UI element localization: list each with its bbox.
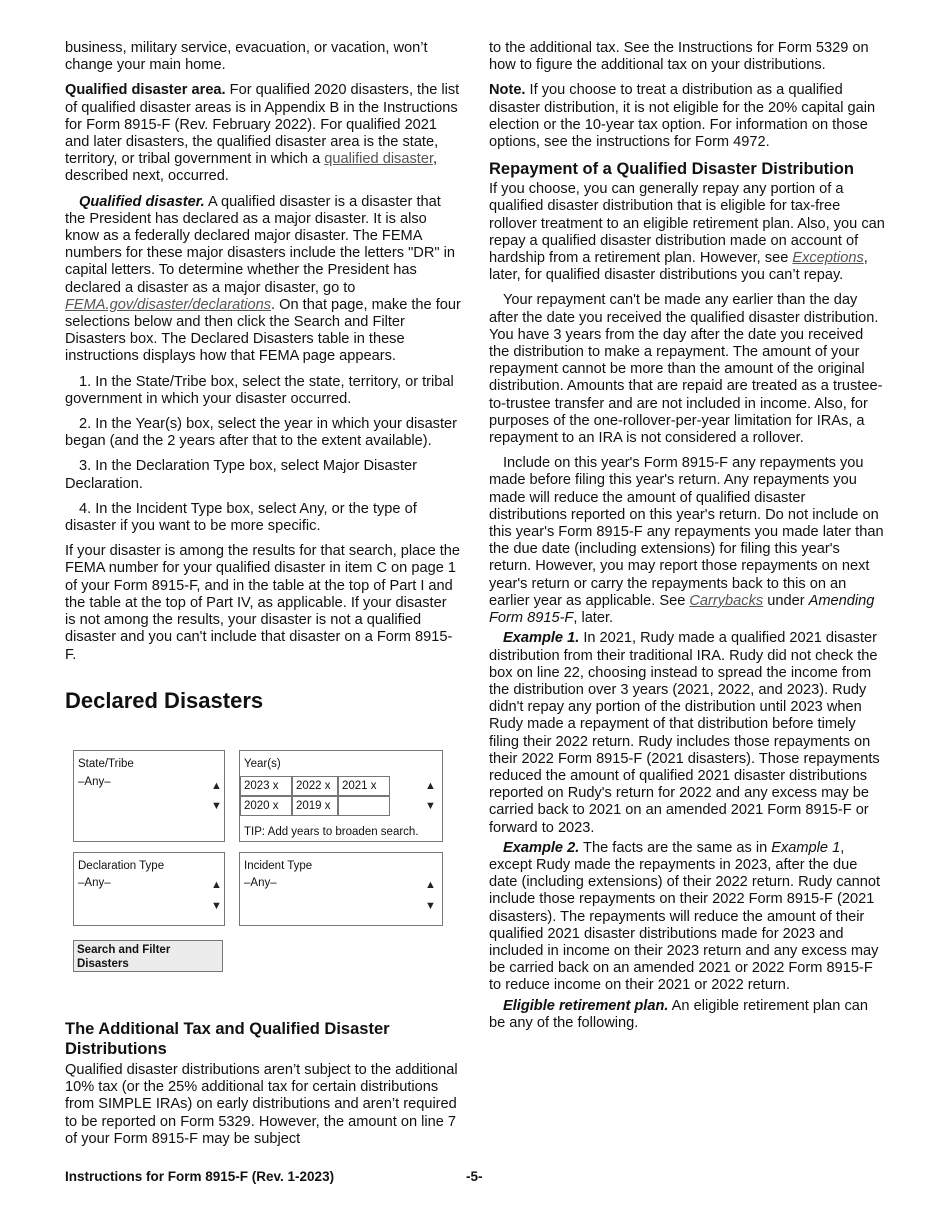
note-label: Note. bbox=[489, 82, 526, 99]
step-4: 4. In the Incident Type box, select Any, or the type of disaster if you want to be more specific. bbox=[65, 500, 417, 535]
state-tribe-box[interactable] bbox=[73, 750, 225, 842]
fema-link[interactable]: FEMA.gov/disaster/declarations bbox=[65, 296, 272, 313]
paragraph: to the additional tax. See the Instructions for Form 5329 on how to figure the additional tax on your distributions. bbox=[489, 40, 869, 74]
incident-type-box[interactable] bbox=[239, 852, 443, 926]
declaration-type-label: Declaration Type bbox=[78, 860, 165, 872]
years-tip: TIP: Add years to broaden search. bbox=[244, 826, 419, 838]
scroll-down-icon[interactable]: ▼ bbox=[211, 900, 222, 912]
scroll-down-icon[interactable]: ▼ bbox=[211, 800, 222, 812]
declared-disasters-title: Declared Disasters bbox=[65, 688, 264, 713]
year-chip[interactable]: 2019 x bbox=[292, 796, 338, 816]
years-box[interactable] bbox=[239, 750, 443, 842]
year-chip[interactable]: 2023 x bbox=[240, 776, 292, 796]
years-label: Year(s) bbox=[244, 758, 281, 770]
additional-tax-paragraph: Qualified disaster distributions aren’t subject to the additional 10% tax (or the 25% additional tax for certain distributions from SIMPLE IRAs) on early distributions and aren’t required to be reported on Form 5329. However, the amount on line 7 of your Form 8915-F may be subject bbox=[65, 1062, 458, 1147]
left-column bbox=[65, 40, 461, 672]
scroll-up-icon[interactable]: ▲ bbox=[211, 879, 222, 891]
incident-type-label: Incident Type bbox=[244, 860, 313, 872]
eligible-retirement-plan: Eligible retirement plan. An eligible retirement plan can be any of the following. bbox=[489, 997, 869, 1031]
additional-tax-heading: The Additional Tax and Qualified Disaster Distributions bbox=[65, 1020, 390, 1058]
year-empty-cell bbox=[338, 796, 390, 816]
state-tribe-label: State/Tribe bbox=[78, 758, 134, 770]
declaration-type-value: –Any– bbox=[78, 877, 111, 889]
step-2: 2. In the Year(s) box, select the year in which your disaster began (and the 2 years after that to the extent available). bbox=[65, 416, 458, 450]
year-chip[interactable]: 2022 x bbox=[292, 776, 338, 796]
term: Example 1. bbox=[503, 630, 580, 647]
step-3: 3. In the Declaration Type box, select Major Disaster Declaration. bbox=[65, 458, 417, 492]
paragraph-qualified-disaster-area: Qualified disaster area. For qualified 2020 disasters, the list of qualified disaster areas is in Appendix B in the Instructions for Form 8915-F (Rev. February 2022). For qualified 2021 and later disasters, the qualified disaster area is the state, territory, or tribal government in which a qualified disaster, described next, occurred. bbox=[65, 82, 460, 185]
scroll-down-icon[interactable]: ▼ bbox=[425, 800, 436, 812]
example-2: Example 2. The facts are the same as in Example 1, except Rudy made the repayments in 2023, after the due date (including extensions) of their 2022 return. Rudy cannot include those repayments on their 2022 Form 8915-F (2021 disasters). The repayments will reduce the amount of their qualified 2021 disaster distributions made for 2023 and included in income on their 2023 return and any excess may be carried back on an amended 2021 or 2022 Form 8915-F to reduce income on their 2021 or 2022 return. bbox=[489, 839, 881, 994]
paragraph: business, military service, evacuation, or vacation, won’t change your main home. bbox=[65, 40, 428, 74]
carrybacks-link[interactable]: Carrybacks bbox=[689, 592, 764, 609]
paragraph: Include on this year's Form 8915-F any repayments you made before filing this year's return. Any repayments you made will reduce the amount of qualified disaster distributions reported on this year's return. Do not include on this year's Form 8915-F any repayments you made later than the due date (including extensions) for filing this year's return. However, you may report those repayments on next year's return or carry the repayments back to this on an earlier year as applicable. See Carrybacks under Amending Form 8915-F, later. bbox=[489, 455, 884, 627]
exceptions-link[interactable]: Exceptions bbox=[792, 250, 864, 267]
qualified-disaster-link[interactable]: qualified disaster bbox=[324, 151, 433, 168]
state-tribe-value: –Any– bbox=[78, 776, 111, 788]
right-column bbox=[489, 40, 885, 1040]
scroll-down-icon[interactable]: ▼ bbox=[425, 900, 436, 912]
term: Qualified disaster area. bbox=[65, 82, 226, 99]
note-paragraph: Note. If you choose to treat a distribution as a qualified disaster distribution, it is not eligible for the 20% capital gain election or the 10-year tax option. For information on those options, see the instructions for Form 4972. bbox=[489, 82, 876, 151]
search-and-filter-button[interactable]: Search and Filter Disasters bbox=[73, 940, 223, 972]
term: Eligible retirement plan. bbox=[503, 997, 669, 1014]
term: Qualified disaster. bbox=[79, 193, 205, 210]
step-1: 1. In the State/Tribe box, select the state, territory, or tribal government in which your disaster occurred. bbox=[65, 373, 454, 407]
scroll-up-icon[interactable]: ▲ bbox=[425, 780, 436, 792]
scroll-up-icon[interactable]: ▲ bbox=[211, 780, 222, 792]
paragraph: If you choose, you can generally repay any portion of a qualified disaster distribution that is eligible for tax-free rollover treatment to an eligible retirement plan. Also, you can repay a qualified disaster distribution made on account of hardship from a retirement plan. However, see Exceptions, later, for qualified disaster distributions you can’t repay. bbox=[489, 181, 885, 284]
footer-title: Instructions for Form 8915-F (Rev. 1-2023) bbox=[65, 1169, 335, 1184]
incident-type-value: –Any– bbox=[244, 877, 277, 889]
year-chip[interactable]: 2021 x bbox=[338, 776, 390, 796]
paragraph: If your disaster is among the results for that search, place the FEMA number for your qualified disaster in item C on page 1 of your Form 8915-F, and in the table at the top of Part I and the table at the top of Part IV, as applicable. If your disaster is not among the results, your disaster is not a qualified disaster and you can't include that disaster on a Form 8915-F. bbox=[65, 543, 461, 663]
year-chip[interactable]: 2020 x bbox=[240, 796, 292, 816]
scroll-up-icon[interactable]: ▲ bbox=[425, 879, 436, 891]
declaration-type-box[interactable] bbox=[73, 852, 225, 926]
repayment-heading: Repayment of a Qualified Disaster Distribution bbox=[489, 160, 854, 179]
page-number: -5- bbox=[466, 1169, 483, 1184]
paragraph-qualified-disaster: Qualified disaster. A qualified disaster is a disaster that the President has declared as a major disaster. It is also know as a federally declared major disaster. The FEMA numbers for these major disasters include the letters "DR" in capital letters. To determine whether the President has declared a disaster as a major disaster, go to FEMA.gov/disaster/declarations. On that page, make the four selections below and then click the Search and Filter Disasters box. The Declared Disasters table in these instructions displays how that FEMA page appears. bbox=[65, 193, 461, 365]
term: Example 2. bbox=[503, 839, 580, 856]
example-1: Example 1. In 2021, Rudy made a qualified 2021 disaster distribution from their traditional IRA. Rudy did not check the box on line 22, choosing instead to spread the income from the distribution over 3 years (2021, 2022, and 2023). Rudy didn't repay any portion of the distribution until 2023 when Rudy made a repayment of that distribution before timely filing their 2022 return. Rudy includes those repayments on their 2022 Form 8915-F (2021 disasters). Those repayments reduced the amount of qualified 2021 disaster distributions reported on Rudy's return for 2022 and any excess may be carried back to 2021 on an amended 2021 Form 8915-F or forward to 2023. bbox=[489, 630, 880, 836]
paragraph: Your repayment can't be made any earlier than the day after the date you received the qualified disaster distribution. You have 3 years from the day after the date you received the distribution to make a repayment. The amount of your repayment cannot be more than the amount of the original distribution. Amounts that are repaid are treated as a trustee-to-trustee transfer and are not included in income. Also, for purposes of the one-rollover-per-year limitation for IRAs, a repayment to an IRA is not considered a rollover. bbox=[489, 292, 883, 447]
